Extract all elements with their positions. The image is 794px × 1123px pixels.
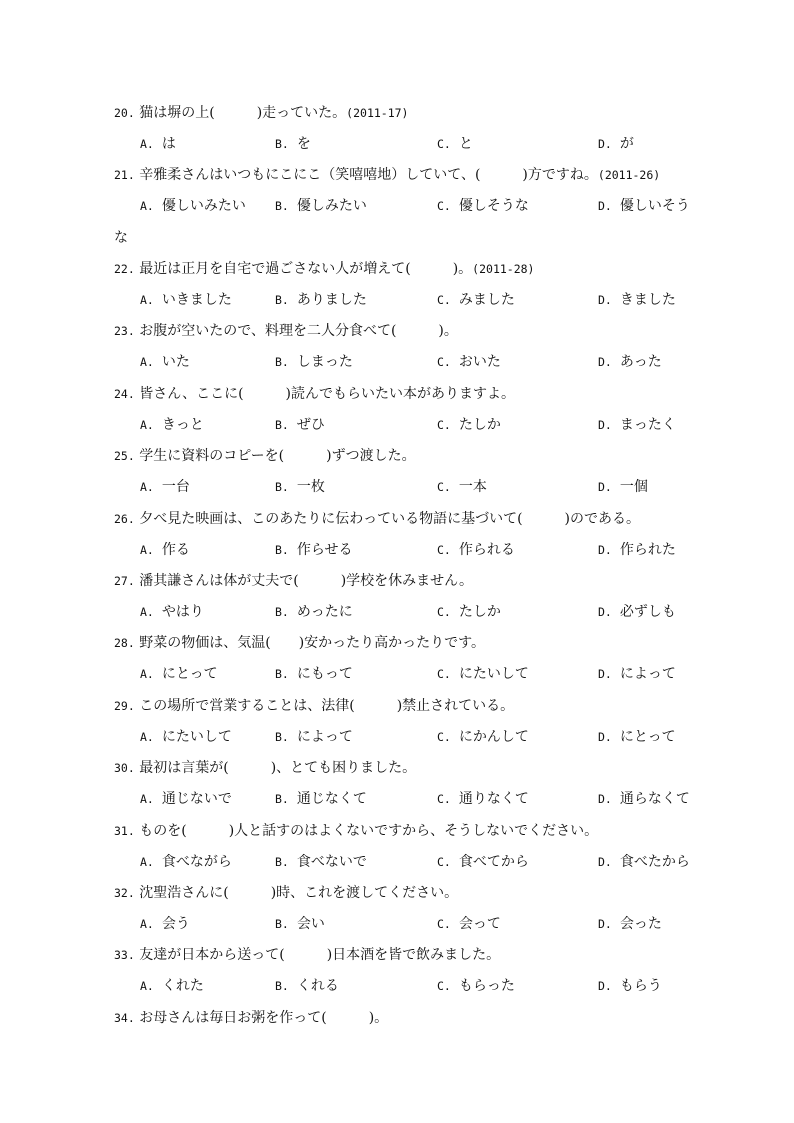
option-wrap-text: な (114, 230, 128, 246)
question-stem: 最初は言葉が( )、とても困りました。 (139, 760, 417, 776)
option-c (437, 541, 515, 559)
option-text: 通りなくて (458, 791, 529, 807)
option-b (275, 478, 325, 496)
question-stem: 友達が日本から送って( )日本酒を皆で飲みました。 (139, 947, 501, 963)
option-text: 優しいそう (619, 198, 690, 214)
option-letter: A. (140, 199, 154, 213)
option-letter: B. (275, 293, 289, 307)
option-text: ぜひ (296, 417, 325, 433)
option-d (598, 197, 690, 215)
option-c (437, 135, 473, 153)
option-text: 通らなくて (619, 791, 690, 807)
option-text: 会い (296, 916, 325, 932)
option-letter: C. (437, 137, 451, 151)
option-letter: C. (437, 418, 451, 432)
option-d (598, 603, 676, 621)
question-23 (114, 322, 714, 340)
option-c (437, 197, 529, 215)
option-text: が (619, 136, 634, 152)
question-number: 29. (114, 699, 135, 713)
question-25 (114, 447, 714, 465)
option-letter: C. (437, 543, 451, 557)
option-c (437, 853, 529, 871)
option-b (275, 291, 367, 309)
option-b (275, 353, 353, 371)
option-text: あった (619, 354, 662, 370)
options-row (0, 853, 794, 871)
option-text: いきました (161, 292, 232, 308)
option-text: は (161, 136, 176, 152)
option-text: もらう (619, 978, 662, 994)
option-text: にたいして (161, 729, 232, 745)
option-letter: A. (140, 792, 154, 806)
option-a (140, 416, 204, 434)
question-21 (114, 166, 714, 184)
option-letter: C. (437, 730, 451, 744)
question-number: 33. (114, 948, 135, 962)
question-source-ref: (2011-17) (346, 106, 409, 120)
question-stem: ものを( )人と話すのはよくないですから、そうしないでください。 (139, 823, 599, 839)
question-number: 26. (114, 512, 135, 526)
option-text: 作らせる (296, 542, 353, 558)
option-b (275, 790, 367, 808)
question-29 (114, 697, 714, 715)
option-c (437, 665, 529, 683)
question-source-ref: (2011-26) (597, 168, 661, 182)
option-a (140, 915, 190, 933)
question-number: 22. (114, 262, 135, 276)
option-text: いた (161, 354, 190, 370)
option-text: と (458, 136, 473, 152)
options-row (0, 416, 794, 434)
options-row (0, 353, 794, 371)
option-text: 食べたから (619, 854, 690, 870)
option-text: を (296, 136, 311, 152)
option-text: 作る (161, 542, 190, 558)
option-a (140, 665, 218, 683)
option-text: にたいして (458, 666, 529, 682)
option-text: 優しいみたい (161, 198, 246, 214)
option-text: 優しそうな (458, 198, 529, 214)
option-letter: D. (598, 979, 612, 993)
option-text: 会う (161, 916, 190, 932)
option-letter: B. (275, 730, 289, 744)
question-stem: 最近は正月を自宅で過ごさない人が増えて( )。 (139, 261, 473, 277)
option-letter: D. (598, 543, 612, 557)
option-b (275, 197, 367, 215)
option-text: やはり (161, 604, 204, 620)
option-text: きました (619, 292, 676, 308)
option-text: によって (619, 666, 676, 682)
option-letter: B. (275, 917, 289, 931)
option-letter: D. (598, 355, 612, 369)
options-row (0, 915, 794, 933)
question-28 (114, 634, 714, 652)
option-letter: D. (598, 917, 612, 931)
option-letter: C. (437, 199, 451, 213)
option-letter: B. (275, 667, 289, 681)
option-a (140, 853, 232, 871)
option-letter: A. (140, 480, 154, 494)
option-text: 作られる (458, 542, 515, 558)
option-text: きっと (161, 417, 204, 433)
option-letter: A. (140, 855, 154, 869)
question-31 (114, 822, 714, 840)
option-a (140, 541, 190, 559)
option-d (598, 478, 648, 496)
question-number: 31. (114, 824, 135, 838)
question-32 (114, 884, 714, 902)
options-row (0, 135, 794, 153)
options-row (0, 665, 794, 683)
option-text: 優しみたい (296, 198, 367, 214)
question-stem: 沈聖浩さんに( )時、これを渡してください。 (139, 885, 459, 901)
question-30 (114, 759, 714, 777)
option-letter: B. (275, 979, 289, 993)
option-text: 必ずしも (619, 604, 676, 620)
option-letter: D. (598, 730, 612, 744)
option-d (598, 915, 662, 933)
option-d (598, 353, 662, 371)
option-letter: A. (140, 418, 154, 432)
option-letter: A. (140, 355, 154, 369)
option-text: にもって (296, 666, 353, 682)
option-text: 食べないで (296, 854, 367, 870)
option-letter: A. (140, 667, 154, 681)
options-row (0, 197, 794, 215)
option-text: 一枚 (296, 479, 325, 495)
question-number: 27. (114, 574, 135, 588)
question-stem: 野菜の物価は、気温( )安かったり高かったりです。 (139, 635, 486, 651)
question-number: 23. (114, 324, 135, 338)
question-source-ref: (2011-28) (472, 262, 535, 276)
option-d (598, 728, 676, 746)
question-number: 34. (114, 1011, 135, 1025)
option-text: まったく (619, 417, 676, 433)
option-text: にとって (619, 729, 676, 745)
option-letter: D. (598, 605, 612, 619)
option-c (437, 728, 529, 746)
options-row (0, 478, 794, 496)
option-letter: D. (598, 792, 612, 806)
option-text: 会った (619, 916, 662, 932)
option-letter: B. (275, 418, 289, 432)
option-text: 食べながら (161, 854, 232, 870)
question-stem: 潘其謙さんは体が丈夫で( )学校を休みません。 (139, 573, 473, 589)
option-letter: A. (140, 979, 154, 993)
option-b (275, 915, 325, 933)
option-letter: A. (140, 605, 154, 619)
question-number: 24. (114, 387, 135, 401)
option-d (598, 790, 690, 808)
option-a (140, 291, 232, 309)
option-b (275, 541, 352, 559)
option-letter: C. (437, 917, 451, 931)
option-text: 通じなくて (296, 791, 367, 807)
option-a (140, 478, 190, 496)
option-a (140, 728, 232, 746)
option-d (598, 977, 662, 995)
option-a (140, 603, 204, 621)
option-c (437, 603, 501, 621)
option-c (437, 790, 529, 808)
option-letter: C. (437, 355, 451, 369)
option-letter: A. (140, 543, 154, 557)
option-letter: B. (275, 605, 289, 619)
options-row (0, 541, 794, 559)
option-letter: B. (275, 355, 289, 369)
question-20 (114, 104, 714, 122)
option-b (275, 977, 339, 995)
option-text: みました (458, 292, 515, 308)
option-b (275, 728, 353, 746)
option-text: によって (296, 729, 353, 745)
option-letter: B. (275, 480, 289, 494)
option-d (598, 665, 676, 683)
option-text: たしか (458, 417, 501, 433)
question-stem: 辛雅柔さんはいつもにこにこ（笑嘻嘻地）していて、( )方ですね。 (139, 167, 598, 183)
option-text: 通じないで (161, 791, 232, 807)
option-text: ありました (296, 292, 367, 308)
option-b (275, 665, 353, 683)
question-34 (114, 1009, 714, 1027)
question-number: 21. (114, 168, 135, 182)
question-number: 28. (114, 636, 135, 650)
question-number: 32. (114, 886, 135, 900)
question-stem: お母さんは毎日お粥を作って( )。 (139, 1010, 389, 1026)
option-letter: D. (598, 855, 612, 869)
option-a (140, 135, 176, 153)
question-stem: 学生に資料のコピーを( )ずつ渡した。 (139, 448, 416, 464)
option-letter: D. (598, 199, 612, 213)
option-text: にとって (161, 666, 218, 682)
option-text: たしか (458, 604, 501, 620)
question-stem: 夕べ見た映画は、このあたりに伝わっている物語に基づいて( )のである。 (139, 511, 641, 527)
option-letter: C. (437, 293, 451, 307)
question-number: 20. (114, 106, 135, 120)
option-text: しまった (296, 354, 353, 370)
option-letter: D. (598, 293, 612, 307)
option-a (140, 353, 190, 371)
option-letter: B. (275, 792, 289, 806)
option-text: くれた (161, 978, 204, 994)
option-letter: C. (437, 792, 451, 806)
option-text: にかんして (458, 729, 529, 745)
options-row (0, 977, 794, 995)
question-33 (114, 946, 714, 964)
question-number: 25. (114, 449, 135, 463)
option-text: 一台 (161, 479, 190, 495)
option-letter: C. (437, 667, 451, 681)
option-letter: C. (437, 979, 451, 993)
option-b (275, 135, 311, 153)
option-d (598, 853, 690, 871)
question-stem: この場所で営業することは、法律( )禁止されている。 (139, 698, 515, 714)
option-b (275, 416, 325, 434)
options-row (0, 790, 794, 808)
question-22 (114, 260, 714, 278)
option-c (437, 478, 487, 496)
question-number: 30. (114, 761, 135, 775)
option-text: めったに (296, 604, 353, 620)
option-letter: C. (437, 855, 451, 869)
option-letter: D. (598, 667, 612, 681)
option-letter: B. (275, 855, 289, 869)
option-text: 一本 (458, 479, 487, 495)
option-letter: C. (437, 605, 451, 619)
question-26 (114, 510, 714, 528)
option-a (140, 977, 204, 995)
question-27 (114, 572, 714, 590)
option-c (437, 416, 501, 434)
option-letter: B. (275, 199, 289, 213)
option-letter: A. (140, 730, 154, 744)
question-stem: 猫は塀の上( )走っていた。 (139, 105, 347, 121)
option-letter: D. (598, 480, 612, 494)
option-c (437, 291, 515, 309)
option-c (437, 353, 501, 371)
options-row (0, 291, 794, 309)
option-a (140, 197, 246, 215)
option-d (598, 291, 676, 309)
option-text: くれる (296, 978, 339, 994)
option-d (598, 416, 676, 434)
option-text: 作られた (619, 542, 676, 558)
option-c (437, 915, 501, 933)
option-letter: D. (598, 418, 612, 432)
option-d (598, 541, 676, 559)
option-letter: C. (437, 480, 451, 494)
option-d (598, 135, 634, 153)
option-letter: B. (275, 543, 289, 557)
option-text: 一個 (619, 479, 648, 495)
option-text: もらった (458, 978, 515, 994)
question-24 (114, 385, 714, 403)
option-letter: A. (140, 917, 154, 931)
option-letter: D. (598, 137, 612, 151)
option-letter: A. (140, 293, 154, 307)
option-letter: B. (275, 137, 289, 151)
options-row (0, 728, 794, 746)
option-c (437, 977, 515, 995)
option-text: 会って (458, 916, 501, 932)
option-b (275, 853, 367, 871)
option-letter: A. (140, 137, 154, 151)
question-stem: 皆さん、ここに( )読んでもらいたい本がありますよ。 (139, 386, 515, 402)
option-a (140, 790, 232, 808)
question-stem: お腹が空いたので、料理を二人分食べて( )。 (139, 323, 458, 339)
options-row (0, 603, 794, 621)
option-text: 食べてから (458, 854, 529, 870)
option-b (275, 603, 353, 621)
option-text: おいた (458, 354, 501, 370)
